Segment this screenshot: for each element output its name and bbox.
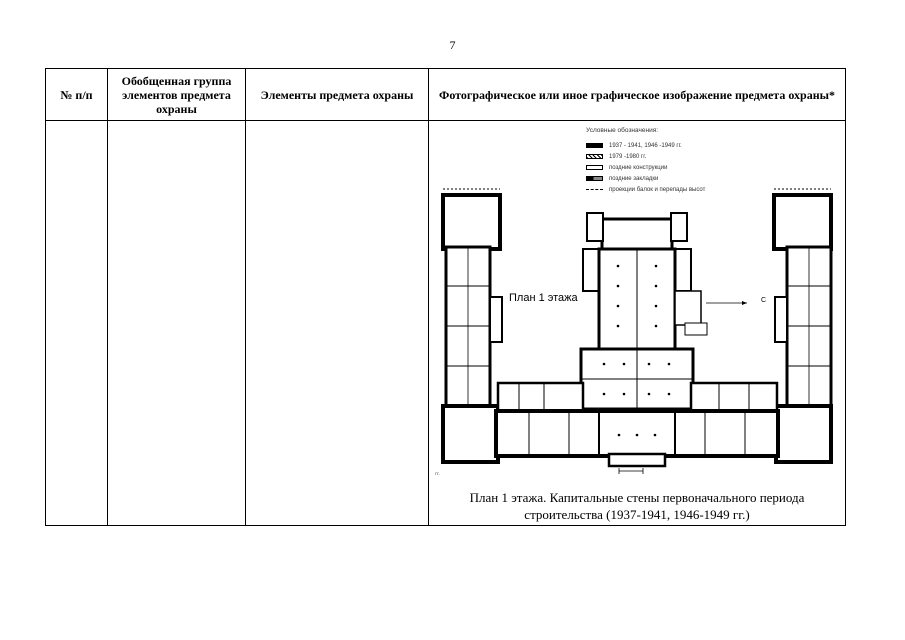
- cell-image: [429, 121, 846, 526]
- cell-number: [46, 121, 108, 526]
- legend-label: 1979 -1980 гг.: [609, 153, 647, 160]
- floor-plan-figure: [429, 121, 845, 525]
- legend-item: [586, 140, 705, 151]
- legend-swatch-dash: [586, 189, 603, 190]
- legend-swatch-solid: [586, 143, 603, 148]
- plan-label: План 1 этажа: [509, 292, 578, 304]
- protection-table: [45, 68, 846, 526]
- legend-label: поздние закладки: [609, 175, 659, 182]
- legend-item: [586, 173, 705, 184]
- legend-label: 1937 - 1941, 1946 -1949 гг.: [609, 142, 682, 149]
- legend-label: проекции балок и перепады высот: [609, 186, 706, 193]
- legend-title: Условные обозначения:: [586, 127, 659, 134]
- legend-item: [586, 162, 705, 173]
- page-number: 7: [449, 38, 456, 52]
- tiny-mark: гг.: [435, 472, 440, 477]
- legend-item: [586, 151, 705, 162]
- header-image: Фотографическое или иное графическое изображение предмета охраны*: [429, 69, 846, 121]
- header-group: Обобщенная группа элементов предмета охраны: [108, 69, 246, 121]
- legend-item: [586, 184, 705, 195]
- header-row: [46, 69, 846, 121]
- cell-elements: [246, 121, 429, 526]
- cell-group: [108, 121, 246, 526]
- table-row: [46, 121, 846, 526]
- legend-swatch-empty: [586, 165, 603, 170]
- legend-swatch-hatch: [586, 154, 603, 159]
- north-arrow-label: С: [761, 297, 767, 304]
- header-elements: Элементы предмета охраны: [246, 69, 429, 121]
- legend-label: поздние конструкции: [609, 164, 668, 171]
- legend-swatch-mix: [586, 176, 603, 181]
- header-number: № п/п: [46, 69, 108, 121]
- figure-caption: План 1 этажа. Капитальные стены первоначального периода строительства (1937-1941, 1946-1949 гг.): [469, 490, 805, 522]
- legend: [586, 127, 705, 195]
